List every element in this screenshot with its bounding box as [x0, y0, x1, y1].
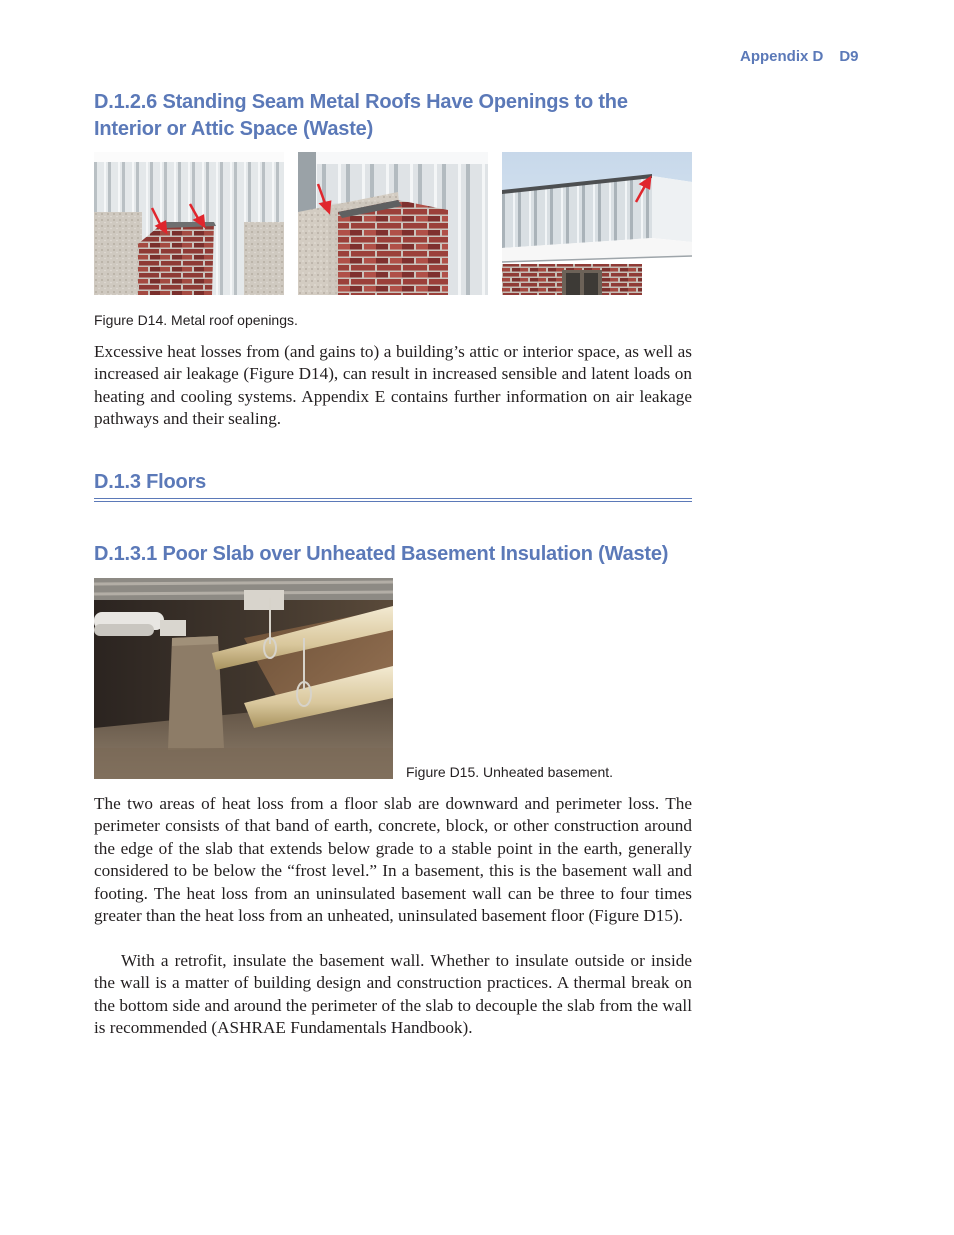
page-number: D9 [839, 48, 859, 65]
running-head-section: Appendix D [740, 48, 824, 65]
figure-d14-caption: Figure D14. Metal roof openings. [94, 312, 298, 328]
section-heading-d131: D.1.3.1 Poor Slab over Unheated Basement Insulation (Waste) [94, 543, 669, 565]
paragraph-slab-loss: The two areas of heat loss from a floor slab are downward and perimeter loss. The perimeter consists of that band of earth, concrete, block, or other construction around the edge of the slab that extends below grade to a stable point in the earth, generally considered to be below the “frost level.” In a basement, this is the basement wall and footing. The heat loss from an uninsulated basement wall can be three to four times greater than the heat loss from an unheated, uninsulated basement floor (Figure D15). [94, 794, 692, 926]
paragraph-roof-leakage: Excessive heat losses from (and gains to) a building’s attic or interior space, as well as increased air leakage (Figure D14), can result in increased sensible and latent loads on heating and cooling systems. Appendix E contains further information on air leakage pathways and their sealing. [94, 342, 692, 429]
section-divider [94, 498, 692, 502]
roof-opening-photo-1 [94, 152, 284, 295]
basement-photo [94, 578, 393, 779]
figure-d15-caption: Figure D15. Unheated basement. [406, 764, 614, 780]
roof-opening-photo-2 [298, 152, 488, 295]
running-head [740, 48, 870, 65]
section-heading-d13: D.1.3 Floors [94, 471, 207, 493]
paragraph-retrofit: With a retrofit, insulate the basement wall. Whether to insulate outside or inside the wall is a matter of building design and construction practices. A thermal break on the bottom side and around the perimeter of the slab to decouple the slab from the wall is recommended (ASHRAE Fundamentals Handbook). [94, 951, 692, 1038]
roof-opening-photo-3 [502, 152, 692, 295]
section-heading-d126: D.1.2.6 Standing Seam Metal Roofs Have Openings to the Interior or Attic Space (Waste) [94, 91, 628, 140]
